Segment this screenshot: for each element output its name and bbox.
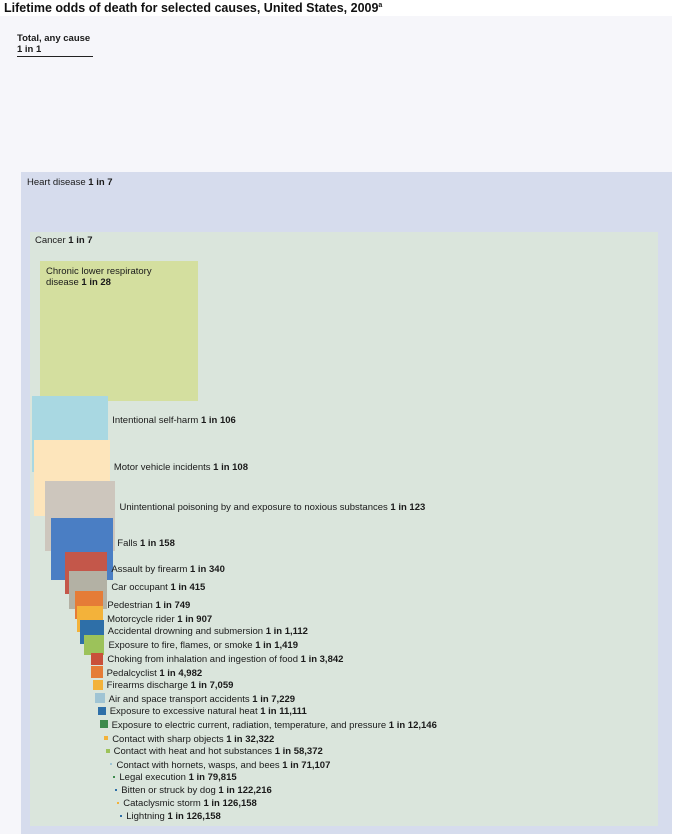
cause-name: Exposure to excessive natural heat	[109, 706, 261, 717]
cause-square-18	[106, 749, 109, 752]
cause-label-17	[112, 734, 274, 746]
cancer-label: Cancer 1 in 7	[35, 235, 93, 246]
cause-odds: 1 in 3,842	[300, 654, 344, 665]
cause-label-21	[121, 785, 272, 797]
cause-name: Firearms discharge	[106, 680, 191, 691]
cause-label-12	[107, 668, 203, 680]
cause-odds: 1 in 11,111	[260, 706, 307, 717]
cause-label-4	[117, 538, 175, 550]
cause-name: Falls	[117, 538, 140, 549]
cause-odds: 1 in 415	[170, 582, 206, 593]
cause-name: Exposure to fire, flames, or smoke	[108, 640, 256, 651]
cause-label-1	[112, 415, 236, 427]
cause-odds: 1 in 7,059	[190, 680, 234, 691]
cause-odds: 1 in 1,112	[265, 626, 308, 637]
cause-label-9	[108, 626, 308, 638]
cause-label-2	[114, 462, 248, 474]
cause-label-16	[112, 720, 437, 732]
cause-square-20	[113, 776, 116, 779]
cause-name: Exposure to electric current, radiation, temperature, and pressure	[111, 720, 389, 731]
cause-label-6	[111, 582, 205, 594]
cause-label-15	[110, 706, 307, 718]
cause-name: Lightning	[126, 811, 168, 822]
cause-label-14	[109, 694, 295, 706]
cause-label-13	[107, 680, 234, 692]
cause-odds: 1 in 4,982	[159, 668, 203, 679]
cause-label-5	[111, 564, 225, 576]
cause-label-8	[107, 614, 212, 626]
cause-label-23	[126, 811, 221, 823]
cause-odds: 1 in 123	[390, 502, 426, 513]
cause-odds: 1 in 71,107	[282, 760, 331, 771]
cause-name: Legal execution	[119, 772, 189, 783]
cause-odds: 1 in 340	[190, 564, 225, 575]
cause-label-22	[123, 798, 257, 810]
cause-odds: 1 in 122,216	[218, 785, 272, 796]
cause-name: Intentional self-harm	[112, 415, 201, 426]
cause-name: Air and space transport accidents	[108, 694, 253, 705]
total-any-cause-label: Total, any cause 1 in 1	[17, 33, 93, 57]
cause-odds: 1 in 108	[213, 462, 248, 473]
cause-name: Contact with sharp objects	[112, 734, 227, 745]
cause-label-19	[116, 760, 330, 772]
cause-square-13	[93, 680, 102, 689]
cause-name: Accidental drowning and submersion	[107, 626, 266, 637]
chart-title: Lifetime odds of death for selected causes, United States, 2009$^a$	[4, 1, 383, 15]
cause-label-7	[107, 600, 190, 612]
cause-odds: 1 in 79,815	[188, 772, 237, 783]
cause-odds: 1 in 907	[177, 614, 213, 625]
heart-disease-label: Heart disease 1 in 7	[27, 177, 113, 188]
cause-square-11	[91, 653, 104, 666]
cause-odds: 1 in 7,229	[252, 694, 296, 705]
cause-odds: 1 in 749	[155, 600, 191, 611]
cause-name: Pedestrian	[107, 600, 156, 611]
cause-square-21	[115, 789, 118, 792]
cause-square-23	[120, 815, 123, 818]
cause-odds: 1 in 1,419	[255, 640, 298, 651]
cause-label-10	[108, 640, 298, 652]
cause-odds: 1 in 12,146	[388, 720, 437, 731]
cause-square-15	[98, 707, 105, 714]
cause-name: Assault by firearm	[111, 564, 190, 575]
cause-name: Contact with heat and hot substances	[113, 746, 275, 757]
cause-label-18	[114, 746, 323, 758]
cause-name: Choking from inhalation and ingestion of food	[107, 654, 301, 665]
cause-odds: 1 in 126,158	[203, 798, 257, 809]
cause-name: Cataclysmic storm	[123, 798, 204, 809]
cause-name: Car occupant	[111, 582, 171, 593]
cause-square-17	[104, 736, 108, 740]
chronic-lower-respiratory-disease-label: Chronic lower respiratory disease 1 in 28	[46, 266, 152, 288]
cause-name: Unintentional poisoning by and exposure to noxious substances	[119, 502, 391, 513]
cause-name: Pedalcyclist	[106, 668, 160, 679]
cause-square-19	[110, 763, 113, 766]
cause-label-11	[107, 654, 343, 666]
cause-square-14	[95, 693, 104, 702]
cause-square-22	[117, 802, 120, 805]
cause-square-12	[91, 666, 102, 677]
cause-label-3	[119, 502, 425, 514]
cause-odds: 1 in 58,372	[274, 746, 323, 757]
cause-name: Bitten or struck by dog	[121, 785, 219, 796]
cause-odds: 1 in 158	[140, 538, 175, 549]
cause-name: Motor vehicle incidents	[113, 462, 214, 473]
cause-odds: 1 in 106	[200, 415, 236, 426]
cause-label-20	[119, 772, 236, 784]
cause-odds: 1 in 126,158	[167, 811, 221, 822]
cause-name: Contact with hornets, wasps, and bees	[116, 760, 283, 771]
cause-odds: 1 in 32,322	[226, 734, 275, 745]
cause-square-16	[100, 720, 107, 727]
cause-name: Motorcycle rider	[107, 614, 178, 625]
